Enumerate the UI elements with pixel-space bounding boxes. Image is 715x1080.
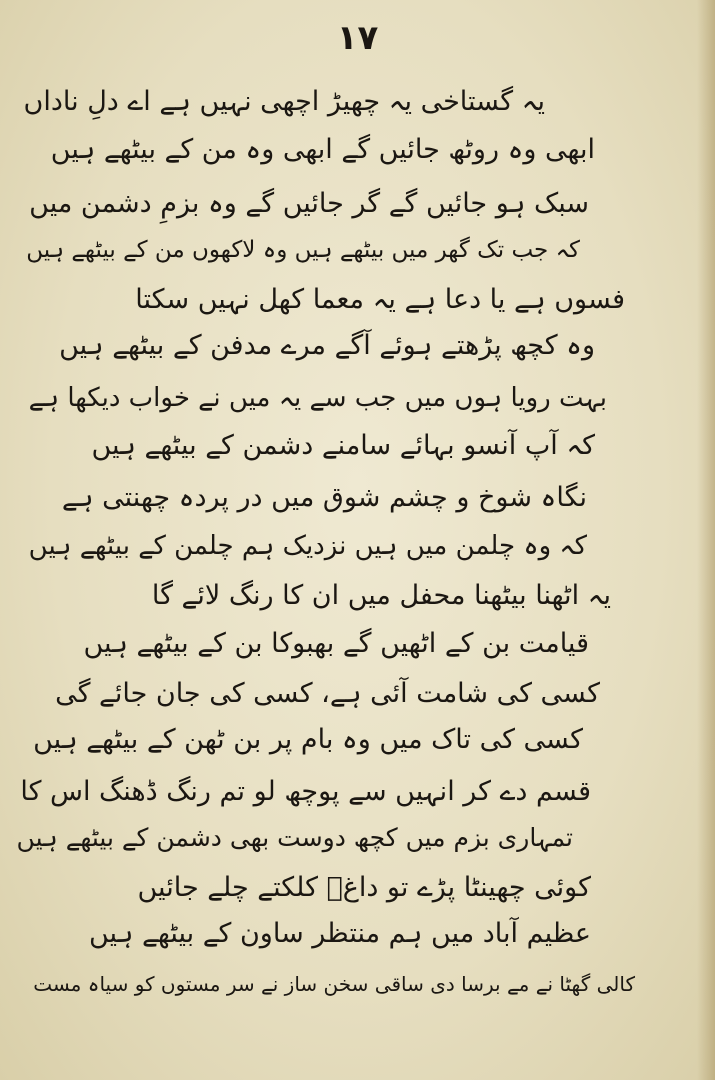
verse-line: کسی کی تاک میں وہ بام پر بن ٹھن کے بیٹھے ہیں: [33, 724, 583, 755]
verse-line: کہ جب تک گھر میں بیٹھے ہیں وہ لاکھوں من کے بیٹھے ہیں: [26, 237, 580, 263]
verse-line: سبک ہو جائیں گے گر جائیں گے وہ بزمِ دشمن میں: [29, 188, 589, 219]
verse-line: عظیم آباد میں ہم منتظر ساون کے بیٹھے ہیں: [88, 918, 591, 949]
verse-line: ابھی وہ روٹھ جائیں گے ابھی وہ من کے بیٹھے ہیں: [50, 134, 595, 165]
verse-line: یہ اٹھنا بیٹھنا محفل میں ان کا رنگ لائے گا: [151, 580, 611, 611]
page-edge-shadow: [697, 0, 715, 1080]
page-number: ۱۷: [336, 18, 379, 58]
verse-line: تمہاری بزم میں کچھ دوست بھی دشمن کے بیٹھے ہیں: [16, 823, 573, 852]
verse-line: کسی کی شامت آئی ہے، کسی کی جان جائے گی: [55, 678, 600, 709]
verse-line: وہ کچھ پڑھتے ہوئے آگے مرے مدفن کے بیٹھے ہیں: [59, 330, 595, 361]
verse-line: نگاہ شوخ و چشم شوق میں در پردہ چھنتی ہے: [61, 482, 587, 513]
verse-line: قسم دے کر انہیں سے پوچھ لو تم رنگ ڈھنگ اس کا: [20, 776, 591, 807]
verse-line: کالی گھٹا نے مے برسا دی ساقی سخن ساز نے سر مستوں کو سیاہ مست: [33, 972, 635, 996]
verse-line: فسوں ہے یا دعا ہے یہ معما کھل نہیں سکتا: [135, 284, 625, 315]
verse-line: کوئی چھینٹا پڑے تو داغؔ کلکتے چلے جائیں: [137, 872, 591, 903]
verse-line: کہ وہ چلمن میں ہیں نزدیک ہم چلمن کے بیٹھے ہیں: [28, 531, 587, 561]
verse-line: یہ گستاخی یہ چھیڑ اچھی نہیں ہے اے دلِ ناداں: [23, 86, 545, 117]
verse-line: بہت رویا ہوں میں جب سے یہ میں نے خواب دیکھا ہے: [28, 383, 607, 413]
verse-line: قیامت بن کے اٹھیں گے بھبوکا بن کے بیٹھے ہیں: [83, 628, 589, 659]
verse-line: کہ آپ آنسو بہائے سامنے دشمن کے بیٹھے ہیں: [91, 430, 595, 461]
